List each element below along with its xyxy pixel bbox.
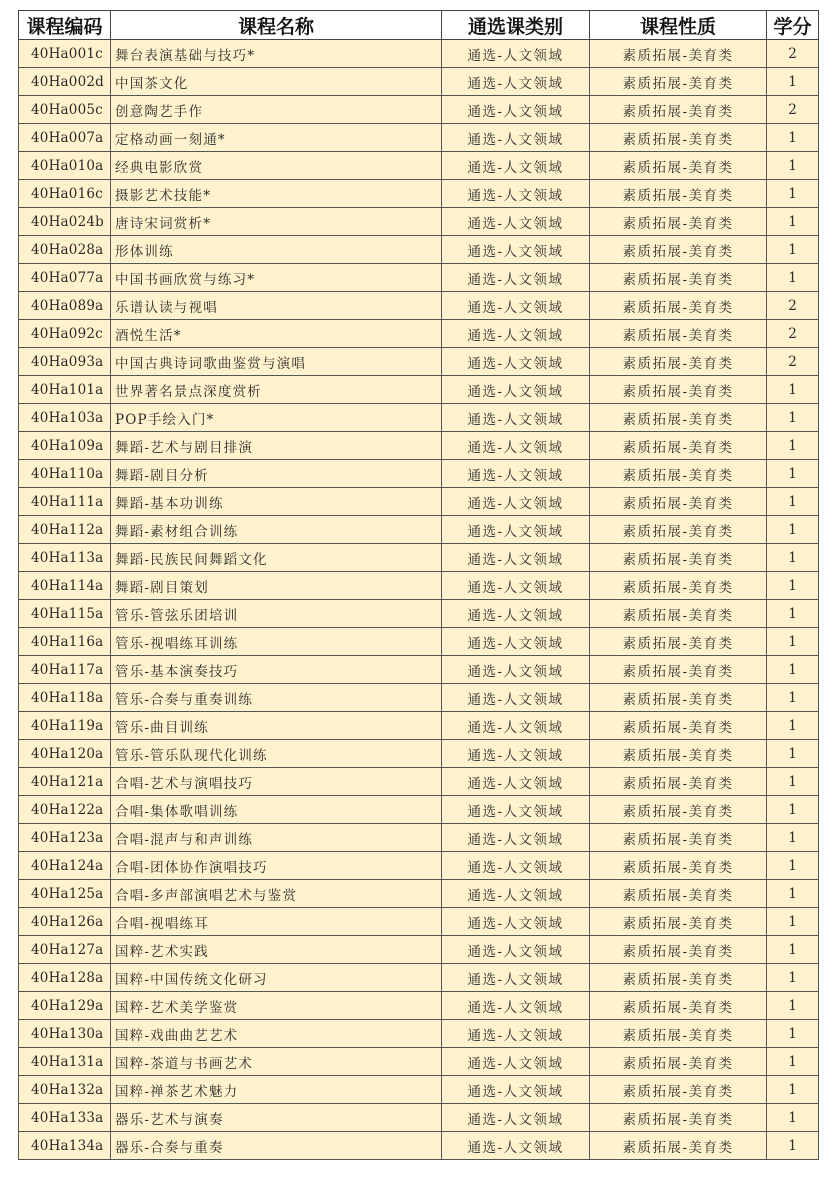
course-credit-cell: 1 <box>767 852 819 880</box>
course-category-cell: 通选-人文领域 <box>442 600 590 628</box>
course-code-cell: 40Ha129a <box>19 992 111 1020</box>
course-credit-cell: 1 <box>767 1048 819 1076</box>
course-property-cell: 素质拓展-美育类 <box>590 292 767 320</box>
course-category-cell: 通选-人文领域 <box>442 180 590 208</box>
course-category-cell: 通选-人文领域 <box>442 684 590 712</box>
course-credit-cell: 1 <box>767 740 819 768</box>
table-row <box>19 1020 819 1048</box>
table-row <box>19 964 819 992</box>
course-category-cell: 通选-人文领域 <box>442 124 590 152</box>
course-property-cell: 素质拓展-美育类 <box>590 68 767 96</box>
table-row <box>19 628 819 656</box>
course-code-cell: 40Ha123a <box>19 824 111 852</box>
course-code-cell: 40Ha005c <box>19 96 111 124</box>
course-credit-cell: 1 <box>767 180 819 208</box>
course-name-cell: 舞蹈-艺术与剧目排演 <box>111 432 442 460</box>
table-row <box>19 684 819 712</box>
course-code-cell: 40Ha010a <box>19 152 111 180</box>
course-name-cell: 创意陶艺手作 <box>111 96 442 124</box>
course-credit-cell: 1 <box>767 124 819 152</box>
table-row <box>19 180 819 208</box>
course-table <box>18 10 819 1160</box>
table-row <box>19 152 819 180</box>
course-category-cell: 通选-人文领域 <box>442 796 590 824</box>
table-row <box>19 656 819 684</box>
course-code-cell: 40Ha112a <box>19 516 111 544</box>
course-name-cell: 管乐-曲目训练 <box>111 712 442 740</box>
course-code-cell: 40Ha117a <box>19 656 111 684</box>
course-name-cell: 器乐-艺术与演奏 <box>111 1104 442 1132</box>
course-credit-cell: 2 <box>767 348 819 376</box>
table-row <box>19 124 819 152</box>
course-name-cell: 中国书画欣赏与练习* <box>111 264 442 292</box>
table-row <box>19 852 819 880</box>
course-credit-cell: 1 <box>767 824 819 852</box>
course-category-cell: 通选-人文领域 <box>442 432 590 460</box>
course-category-cell: 通选-人文领域 <box>442 1132 590 1160</box>
course-credit-cell: 1 <box>767 572 819 600</box>
course-code-cell: 40Ha113a <box>19 544 111 572</box>
table-row <box>19 40 819 68</box>
course-property-cell: 素质拓展-美育类 <box>590 96 767 124</box>
course-category-cell: 通选-人文领域 <box>442 740 590 768</box>
course-code-cell: 40Ha101a <box>19 376 111 404</box>
course-credit-cell: 1 <box>767 768 819 796</box>
course-code-cell: 40Ha016c <box>19 180 111 208</box>
course-code-cell: 40Ha126a <box>19 908 111 936</box>
table-row <box>19 264 819 292</box>
table-row <box>19 572 819 600</box>
course-property-cell: 素质拓展-美育类 <box>590 712 767 740</box>
course-name-cell: 经典电影欣赏 <box>111 152 442 180</box>
course-property-cell: 素质拓展-美育类 <box>590 180 767 208</box>
course-category-cell: 通选-人文领域 <box>442 880 590 908</box>
table-row <box>19 1076 819 1104</box>
course-category-cell: 通选-人文领域 <box>442 152 590 180</box>
course-name-cell: 合唱-混声与和声训练 <box>111 824 442 852</box>
course-name-cell: 国粹-中国传统文化研习 <box>111 964 442 992</box>
course-code-cell: 40Ha114a <box>19 572 111 600</box>
course-category-cell: 通选-人文领域 <box>442 964 590 992</box>
course-code-cell: 40Ha120a <box>19 740 111 768</box>
table-header <box>19 11 819 40</box>
course-property-cell: 素质拓展-美育类 <box>590 348 767 376</box>
course-credit-cell: 1 <box>767 992 819 1020</box>
course-property-cell: 素质拓展-美育类 <box>590 1104 767 1132</box>
course-category-cell: 通选-人文领域 <box>442 656 590 684</box>
course-category-cell: 通选-人文领域 <box>442 96 590 124</box>
course-property-cell: 素质拓展-美育类 <box>590 852 767 880</box>
course-credit-cell: 1 <box>767 68 819 96</box>
course-category-cell: 通选-人文领域 <box>442 824 590 852</box>
course-name-cell: 摄影艺术技能* <box>111 180 442 208</box>
table-row <box>19 712 819 740</box>
course-category-cell: 通选-人文领域 <box>442 404 590 432</box>
course-code-cell: 40Ha109a <box>19 432 111 460</box>
course-category-cell: 通选-人文领域 <box>442 264 590 292</box>
course-name-cell: 合唱-多声部演唱艺术与鉴赏 <box>111 880 442 908</box>
course-property-cell: 素质拓展-美育类 <box>590 936 767 964</box>
course-name-cell: 合唱-艺术与演唱技巧 <box>111 768 442 796</box>
course-property-cell: 素质拓展-美育类 <box>590 236 767 264</box>
table-body <box>19 40 819 1160</box>
course-property-cell: 素质拓展-美育类 <box>590 1048 767 1076</box>
course-name-cell: 国粹-禅茶艺术魅力 <box>111 1076 442 1104</box>
course-category-cell: 通选-人文领域 <box>442 40 590 68</box>
course-name-cell: 国粹-戏曲曲艺艺术 <box>111 1020 442 1048</box>
course-code-cell: 40Ha116a <box>19 628 111 656</box>
course-code-cell: 40Ha131a <box>19 1048 111 1076</box>
course-category-cell: 通选-人文领域 <box>442 712 590 740</box>
header-property: 课程性质 <box>590 11 767 40</box>
course-credit-cell: 2 <box>767 96 819 124</box>
course-credit-cell: 1 <box>767 796 819 824</box>
table-row <box>19 768 819 796</box>
table-row <box>19 348 819 376</box>
course-code-cell: 40Ha124a <box>19 852 111 880</box>
table-row <box>19 404 819 432</box>
course-credit-cell: 2 <box>767 40 819 68</box>
course-code-cell: 40Ha125a <box>19 880 111 908</box>
course-code-cell: 40Ha130a <box>19 1020 111 1048</box>
course-category-cell: 通选-人文领域 <box>442 768 590 796</box>
course-name-cell: 器乐-合奏与重奏 <box>111 1132 442 1160</box>
header-row <box>19 11 819 40</box>
table-row <box>19 1048 819 1076</box>
table-row <box>19 544 819 572</box>
course-name-cell: 管乐-合奏与重奏训练 <box>111 684 442 712</box>
course-property-cell: 素质拓展-美育类 <box>590 488 767 516</box>
course-property-cell: 素质拓展-美育类 <box>590 656 767 684</box>
course-property-cell: 素质拓展-美育类 <box>590 908 767 936</box>
course-credit-cell: 1 <box>767 628 819 656</box>
course-category-cell: 通选-人文领域 <box>442 908 590 936</box>
course-credit-cell: 1 <box>767 236 819 264</box>
course-category-cell: 通选-人文领域 <box>442 320 590 348</box>
table-row <box>19 68 819 96</box>
course-code-cell: 40Ha133a <box>19 1104 111 1132</box>
course-credit-cell: 1 <box>767 404 819 432</box>
course-category-cell: 通选-人文领域 <box>442 936 590 964</box>
course-code-cell: 40Ha121a <box>19 768 111 796</box>
course-name-cell: 管乐-管弦乐团培训 <box>111 600 442 628</box>
course-property-cell: 素质拓展-美育类 <box>590 684 767 712</box>
table-row <box>19 600 819 628</box>
course-credit-cell: 1 <box>767 1132 819 1160</box>
course-credit-cell: 2 <box>767 320 819 348</box>
course-name-cell: 世界著名景点深度赏析 <box>111 376 442 404</box>
course-property-cell: 素质拓展-美育类 <box>590 1020 767 1048</box>
course-credit-cell: 1 <box>767 1104 819 1132</box>
table-row <box>19 320 819 348</box>
course-property-cell: 素质拓展-美育类 <box>590 992 767 1020</box>
course-property-cell: 素质拓展-美育类 <box>590 1132 767 1160</box>
course-code-cell: 40Ha132a <box>19 1076 111 1104</box>
table-row <box>19 432 819 460</box>
table-row <box>19 824 819 852</box>
course-property-cell: 素质拓展-美育类 <box>590 320 767 348</box>
course-category-cell: 通选-人文领域 <box>442 1076 590 1104</box>
header-name: 课程名称 <box>111 11 442 40</box>
course-category-cell: 通选-人文领域 <box>442 488 590 516</box>
course-code-cell: 40Ha002d <box>19 68 111 96</box>
table-row <box>19 96 819 124</box>
course-property-cell: 素质拓展-美育类 <box>590 1076 767 1104</box>
course-credit-cell: 1 <box>767 908 819 936</box>
course-code-cell: 40Ha122a <box>19 796 111 824</box>
course-credit-cell: 1 <box>767 376 819 404</box>
course-category-cell: 通选-人文领域 <box>442 236 590 264</box>
course-name-cell: 国粹-茶道与书画艺术 <box>111 1048 442 1076</box>
course-name-cell: 中国茶文化 <box>111 68 442 96</box>
table-row <box>19 908 819 936</box>
course-code-cell: 40Ha110a <box>19 460 111 488</box>
course-category-cell: 通选-人文领域 <box>442 460 590 488</box>
course-property-cell: 素质拓展-美育类 <box>590 740 767 768</box>
course-code-cell: 40Ha128a <box>19 964 111 992</box>
table-row <box>19 292 819 320</box>
course-category-cell: 通选-人文领域 <box>442 208 590 236</box>
course-code-cell: 40Ha111a <box>19 488 111 516</box>
course-category-cell: 通选-人文领域 <box>442 292 590 320</box>
course-credit-cell: 1 <box>767 964 819 992</box>
table-row <box>19 796 819 824</box>
course-category-cell: 通选-人文领域 <box>442 348 590 376</box>
header-code: 课程编码 <box>19 11 111 40</box>
course-code-cell: 40Ha007a <box>19 124 111 152</box>
course-property-cell: 素质拓展-美育类 <box>590 796 767 824</box>
course-credit-cell: 1 <box>767 460 819 488</box>
course-category-cell: 通选-人文领域 <box>442 1020 590 1048</box>
course-code-cell: 40Ha093a <box>19 348 111 376</box>
course-category-cell: 通选-人文领域 <box>442 1048 590 1076</box>
course-credit-cell: 1 <box>767 936 819 964</box>
course-credit-cell: 1 <box>767 264 819 292</box>
table-row <box>19 208 819 236</box>
course-property-cell: 素质拓展-美育类 <box>590 600 767 628</box>
course-credit-cell: 1 <box>767 656 819 684</box>
course-name-cell: 舞蹈-剧目策划 <box>111 572 442 600</box>
course-credit-cell: 1 <box>767 712 819 740</box>
course-code-cell: 40Ha001c <box>19 40 111 68</box>
table-row <box>19 1104 819 1132</box>
course-property-cell: 素质拓展-美育类 <box>590 824 767 852</box>
course-category-cell: 通选-人文领域 <box>442 852 590 880</box>
course-name-cell: 舞蹈-民族民间舞蹈文化 <box>111 544 442 572</box>
course-code-cell: 40Ha077a <box>19 264 111 292</box>
course-name-cell: POP手绘入门* <box>111 404 442 432</box>
course-name-cell: 管乐-管乐队现代化训练 <box>111 740 442 768</box>
course-code-cell: 40Ha028a <box>19 236 111 264</box>
course-property-cell: 素质拓展-美育类 <box>590 516 767 544</box>
table-row <box>19 236 819 264</box>
course-property-cell: 素质拓展-美育类 <box>590 432 767 460</box>
table-row <box>19 488 819 516</box>
course-property-cell: 素质拓展-美育类 <box>590 964 767 992</box>
course-property-cell: 素质拓展-美育类 <box>590 124 767 152</box>
course-name-cell: 国粹-艺术实践 <box>111 936 442 964</box>
table-row <box>19 516 819 544</box>
course-credit-cell: 2 <box>767 292 819 320</box>
course-property-cell: 素质拓展-美育类 <box>590 544 767 572</box>
course-name-cell: 舞蹈-基本功训练 <box>111 488 442 516</box>
course-property-cell: 素质拓展-美育类 <box>590 152 767 180</box>
course-name-cell: 合唱-集体歌唱训练 <box>111 796 442 824</box>
table-row <box>19 880 819 908</box>
course-name-cell: 管乐-基本演奏技巧 <box>111 656 442 684</box>
course-property-cell: 素质拓展-美育类 <box>590 628 767 656</box>
course-name-cell: 酒悦生活* <box>111 320 442 348</box>
course-property-cell: 素质拓展-美育类 <box>590 376 767 404</box>
course-property-cell: 素质拓展-美育类 <box>590 572 767 600</box>
course-name-cell: 中国古典诗词歌曲鉴赏与演唱 <box>111 348 442 376</box>
course-credit-cell: 1 <box>767 432 819 460</box>
course-code-cell: 40Ha115a <box>19 600 111 628</box>
course-category-cell: 通选-人文领域 <box>442 376 590 404</box>
course-category-cell: 通选-人文领域 <box>442 1104 590 1132</box>
course-code-cell: 40Ha127a <box>19 936 111 964</box>
course-name-cell: 乐谱认读与视唱 <box>111 292 442 320</box>
course-category-cell: 通选-人文领域 <box>442 572 590 600</box>
course-property-cell: 素质拓展-美育类 <box>590 404 767 432</box>
course-credit-cell: 1 <box>767 684 819 712</box>
course-code-cell: 40Ha134a <box>19 1132 111 1160</box>
course-code-cell: 40Ha024b <box>19 208 111 236</box>
header-category: 通选课类别 <box>442 11 590 40</box>
table-row <box>19 936 819 964</box>
course-name-cell: 舞蹈-剧目分析 <box>111 460 442 488</box>
course-code-cell: 40Ha118a <box>19 684 111 712</box>
course-credit-cell: 1 <box>767 1020 819 1048</box>
course-credit-cell: 1 <box>767 152 819 180</box>
course-credit-cell: 1 <box>767 1076 819 1104</box>
course-category-cell: 通选-人文领域 <box>442 544 590 572</box>
course-name-cell: 管乐-视唱练耳训练 <box>111 628 442 656</box>
course-category-cell: 通选-人文领域 <box>442 992 590 1020</box>
course-property-cell: 素质拓展-美育类 <box>590 208 767 236</box>
course-credit-cell: 1 <box>767 600 819 628</box>
course-property-cell: 素质拓展-美育类 <box>590 40 767 68</box>
course-name-cell: 形体训练 <box>111 236 442 264</box>
course-property-cell: 素质拓展-美育类 <box>590 880 767 908</box>
course-credit-cell: 1 <box>767 880 819 908</box>
table-row <box>19 992 819 1020</box>
course-code-cell: 40Ha103a <box>19 404 111 432</box>
course-name-cell: 唐诗宋词赏析* <box>111 208 442 236</box>
course-category-cell: 通选-人文领域 <box>442 628 590 656</box>
course-credit-cell: 1 <box>767 488 819 516</box>
course-code-cell: 40Ha089a <box>19 292 111 320</box>
course-category-cell: 通选-人文领域 <box>442 516 590 544</box>
course-name-cell: 舞蹈-素材组合训练 <box>111 516 442 544</box>
table-row <box>19 740 819 768</box>
table-row <box>19 1132 819 1160</box>
course-property-cell: 素质拓展-美育类 <box>590 264 767 292</box>
course-property-cell: 素质拓展-美育类 <box>590 460 767 488</box>
table-row <box>19 376 819 404</box>
course-name-cell: 合唱-团体协作演唱技巧 <box>111 852 442 880</box>
course-name-cell: 国粹-艺术美学鉴赏 <box>111 992 442 1020</box>
header-credit: 学分 <box>767 11 819 40</box>
table-row <box>19 460 819 488</box>
course-category-cell: 通选-人文领域 <box>442 68 590 96</box>
course-name-cell: 定格动画一刻通* <box>111 124 442 152</box>
course-credit-cell: 1 <box>767 208 819 236</box>
course-credit-cell: 1 <box>767 544 819 572</box>
course-code-cell: 40Ha119a <box>19 712 111 740</box>
course-credit-cell: 1 <box>767 516 819 544</box>
course-name-cell: 合唱-视唱练耳 <box>111 908 442 936</box>
course-name-cell: 舞台表演基础与技巧* <box>111 40 442 68</box>
course-code-cell: 40Ha092c <box>19 320 111 348</box>
course-property-cell: 素质拓展-美育类 <box>590 768 767 796</box>
course-table-sheet <box>18 10 818 1160</box>
